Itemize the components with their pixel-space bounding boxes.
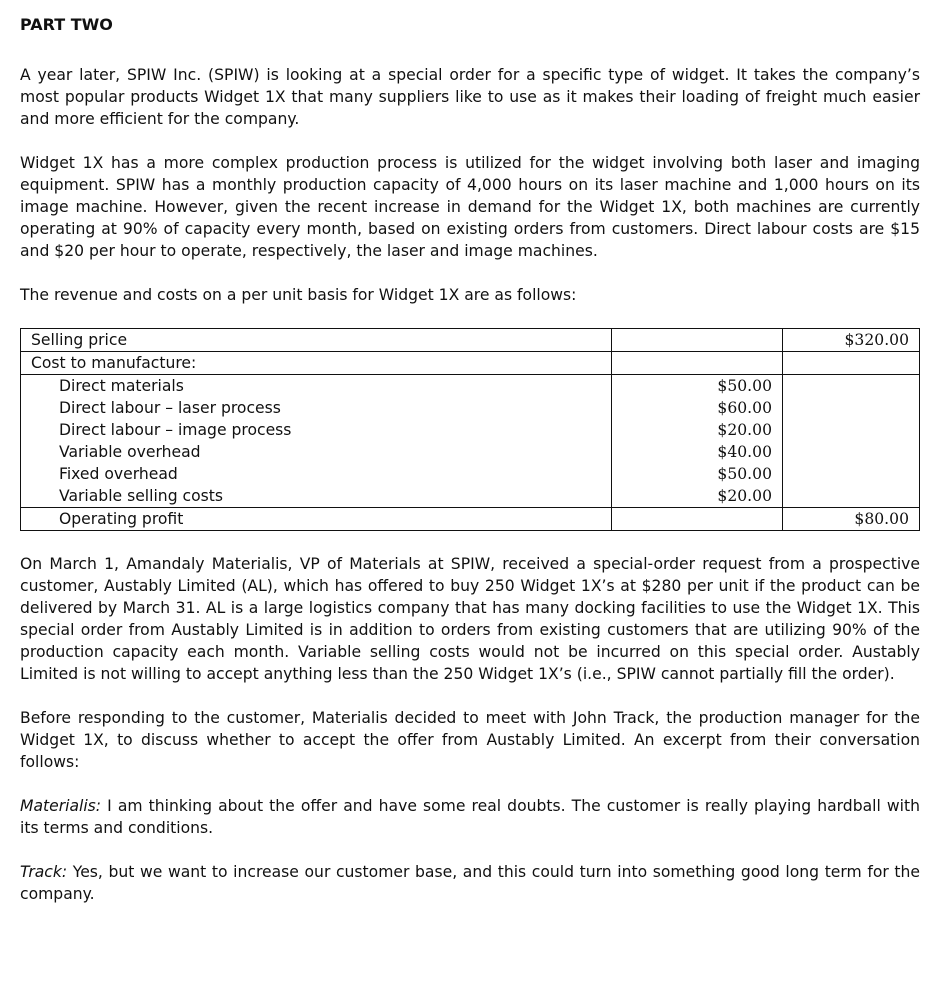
- table-cell-label: Cost to manufacture:: [21, 352, 612, 375]
- table-row: [21, 441, 920, 463]
- table-cell-right: [783, 352, 920, 375]
- table-cell-label: Selling price: [21, 329, 612, 352]
- table-cell-right: [783, 485, 920, 508]
- table-cell-label: Direct materials: [21, 375, 612, 398]
- table-cell-mid: $50.00: [612, 463, 783, 485]
- table-cell-label: Direct labour – laser process: [21, 397, 612, 419]
- table-cell-mid: [612, 329, 783, 352]
- table-cell-label: Fixed overhead: [21, 463, 612, 485]
- table-row-cost-header: [21, 352, 920, 375]
- table-cell-right: $80.00: [783, 508, 920, 531]
- table-cell-label: Variable selling costs: [21, 485, 612, 508]
- table-row: [21, 419, 920, 441]
- table-cell-mid: $60.00: [612, 397, 783, 419]
- dialogue-text: I am thinking about the offer and have some real doubts. The customer is really playing hardball with its terms and conditions.: [20, 797, 920, 837]
- table-cell-mid: [612, 352, 783, 375]
- table-cell-mid: $40.00: [612, 441, 783, 463]
- table-cell-right: [783, 397, 920, 419]
- dialogue-text: Yes, but we want to increase our customer base, and this could turn into something good long term for the company.: [20, 863, 920, 903]
- table-row-operating-profit: [21, 508, 920, 531]
- intro-paragraph: A year later, SPIW Inc. (SPIW) is looking at a special order for a specific type of widget. It takes the company’s most popular products Widget 1X that many suppliers like to use as it makes their loading of freight much easier and more efficient for the company.: [20, 66, 920, 128]
- table-cell-mid: $20.00: [612, 485, 783, 508]
- table-row: [21, 397, 920, 419]
- table-cell-right: $320.00: [783, 329, 920, 352]
- table-row-selling-price: [21, 329, 920, 352]
- revenue-cost-table: [20, 328, 920, 531]
- table-cell-label: Operating profit: [21, 508, 612, 531]
- table-cell-right: [783, 419, 920, 441]
- table-cell-mid: $50.00: [612, 375, 783, 398]
- section-title: PART TWO: [20, 15, 113, 34]
- speaker-name: Track:: [20, 863, 68, 881]
- table-row: [21, 485, 920, 508]
- table-cell-right: [783, 463, 920, 485]
- table-row: [21, 463, 920, 485]
- table-cell-mid: [612, 508, 783, 531]
- document-page: [20, 14, 920, 927]
- table-cell-mid: $20.00: [612, 419, 783, 441]
- dialogue-track: [20, 861, 920, 905]
- table-row: [21, 375, 920, 398]
- dialogue-materialis: [20, 795, 920, 839]
- production-paragraph: Widget 1X has a more complex production process is utilized for the widget involving both laser and imaging equipment. SPIW has a monthly production capacity of 4,000 hours on its laser machine and 1,000 hours on its image machine. However, given the recent increase in demand for the Widget 1X, both machines are currently operating at 90% of capacity every month, based on existing orders from customers. Direct labour costs are $15 and $20 per hour to operate, respectively, the laser and image machines.: [20, 154, 920, 260]
- table-cell-label: Direct labour – image process: [21, 419, 612, 441]
- table-cell-right: [783, 441, 920, 463]
- special-order-paragraph: On March 1, Amandaly Materialis, VP of Materials at SPIW, received a special-order request from a prospective customer, Austably Limited (AL), which has offered to buy 250 Widget 1X’s at $280 per unit if the product can be delivered by March 31. AL is a large logistics company that has many docking facilities to use the Widget 1X. This special order from Austably Limited is in addition to orders from existing customers that are utilizing 90% of the production capacity each month. Variable selling costs would not be incurred on this special order. Austably Limited is not willing to accept anything less than the 250 Widget 1X’s (i.e., SPIW cannot partially fill the order).: [20, 555, 920, 683]
- table-cell-right: [783, 375, 920, 398]
- table-intro-paragraph: The revenue and costs on a per unit basis for Widget 1X are as follows:: [20, 286, 577, 304]
- speaker-name: Materialis:: [20, 797, 102, 815]
- table-cell-label: Variable overhead: [21, 441, 612, 463]
- meeting-paragraph: Before responding to the customer, Materialis decided to meet with John Track, the production manager for the Widget 1X, to discuss whether to accept the offer from Austably Limited. An excerpt from their conversation follows:: [20, 709, 920, 771]
